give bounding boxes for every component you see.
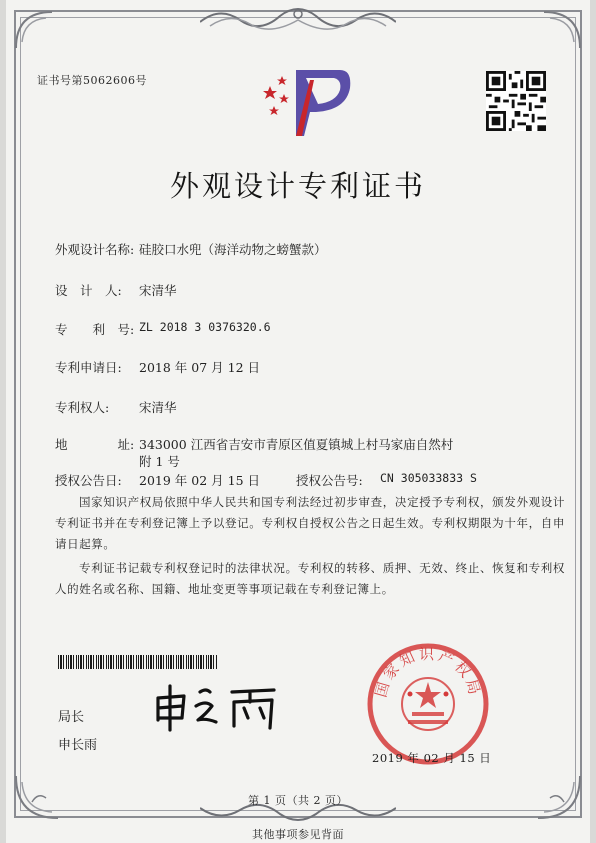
seal-date: 2019 年 02 月 15 日 xyxy=(372,751,492,765)
address-label: 地 址: xyxy=(55,437,135,452)
address-line-2: 附 1 号 xyxy=(139,454,180,469)
corner-ornament-top-right xyxy=(540,8,584,52)
grant-number-label: 授权公告号: xyxy=(296,473,363,488)
patentee-label: 专利权人: xyxy=(55,400,110,415)
grant-date-value: 2019 年 02 月 15 日 xyxy=(139,473,260,488)
corner-ornament-top-left xyxy=(12,8,56,52)
grant-number-value: CN 305033833 S xyxy=(380,471,477,485)
handwritten-signature xyxy=(150,684,310,732)
qr-code-icon xyxy=(486,71,546,131)
seal-text: 国家知识产权局 xyxy=(371,645,485,700)
official-seal-stamp xyxy=(364,640,492,768)
top-ornament xyxy=(200,2,396,36)
grant-date-label: 授权公告日: xyxy=(55,473,122,488)
patentee-value: 宋清华 xyxy=(139,400,177,415)
patent-office-logo-icon xyxy=(256,66,352,140)
design-name-value: 硅胶口水兜（海洋动物之螃蟹款） xyxy=(139,242,327,257)
body-paragraph-2: 专利证书记载专利权登记时的法律状况。专利权的转移、质押、无效、终止、恢复和专利权人的姓名或名称、国籍、地址变更等事项记载在专利登记簿上。 xyxy=(55,561,565,596)
signer-name: 申长雨 xyxy=(58,738,98,753)
patent-number-value: ZL 2018 3 0376320.6 xyxy=(139,320,271,334)
body-paragraph-1: 国家知识产权局依照中华人民共和国专利法经过初步审查，决定授予专利权，颁发外观设计专利证书并在专利登记簿上予以登记。专利权自授权公告之日起生效。专利权期限为十年，自申请日起算。 xyxy=(55,495,565,551)
signer-title: 局长 xyxy=(58,710,85,725)
filing-date-value: 2018 年 07 月 12 日 xyxy=(139,360,260,375)
address-line-1: 343000 江西省吉安市青原区值夏镇城上村马家庙自然村 xyxy=(139,437,454,452)
designer-label: 设 计 人: xyxy=(55,283,122,298)
certificate-number: 证书号第5062606号 xyxy=(37,74,147,87)
certificate-title: 外观设计专利证书 xyxy=(169,169,426,203)
page-indicator: 第 1 页（共 2 页） xyxy=(248,794,348,807)
designer-value: 宋清华 xyxy=(139,283,177,298)
filing-date-label: 专利申请日: xyxy=(55,360,122,375)
design-name-label: 外观设计名称: xyxy=(55,242,135,257)
barcode xyxy=(58,655,218,669)
back-side-note: 其他事项参见背面 xyxy=(252,828,344,841)
patent-number-label: 专 利 号: xyxy=(55,322,135,337)
